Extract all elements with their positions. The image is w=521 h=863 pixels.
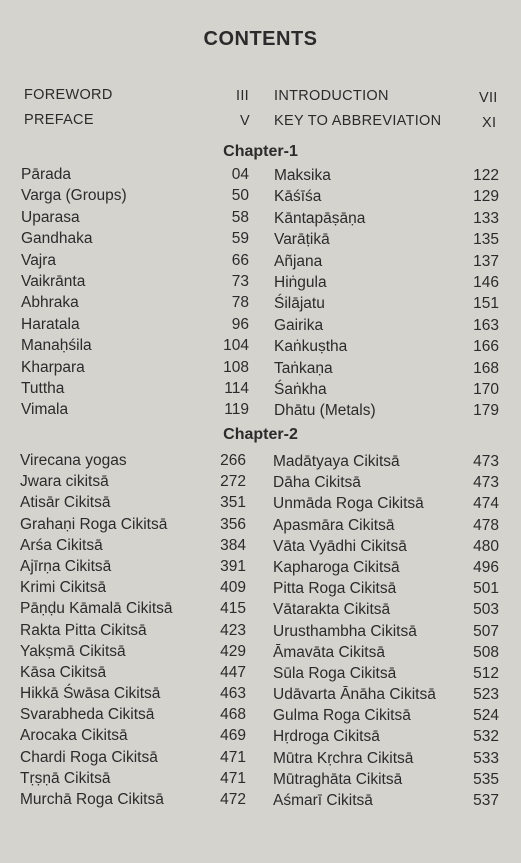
toc-entry	[273, 707, 499, 728]
toc-entry-title: Dhātu (Metals)	[274, 402, 376, 420]
toc-entry	[274, 402, 499, 423]
toc-entry	[20, 749, 246, 770]
toc-entry	[21, 316, 249, 337]
chapter-1-heading: Chapter-1	[223, 143, 298, 160]
toc-entry	[21, 187, 249, 208]
toc-entry-page: 104	[223, 337, 249, 355]
toc-entry	[273, 538, 499, 559]
toc-entry-title: Āmavāta Cikitsā	[273, 643, 385, 661]
toc-entry-title: Urusthambha Cikitsā	[273, 622, 417, 640]
toc-entry-title: Kāśīśa	[274, 188, 322, 206]
toc-entry-title: Vajra	[21, 251, 57, 269]
toc-entry	[20, 770, 246, 791]
toc-entry	[273, 665, 499, 686]
toc-entry-title: Kāsa Cikitsā	[20, 663, 107, 681]
toc-entry	[20, 622, 246, 643]
toc-entry	[274, 317, 499, 338]
toc-entry-page: 114	[224, 379, 249, 397]
toc-entry-page: 163	[473, 316, 499, 334]
toc-entry	[21, 166, 249, 187]
toc-entry-title: Dāha Cikitsā	[273, 474, 361, 492]
toc-entry-title: Atisār Cikitsā	[20, 494, 111, 512]
toc-entry-title: Vāta Vyādhi Cikitsā	[273, 537, 407, 555]
toc-entry	[273, 601, 499, 622]
toc-entry-page: 463	[220, 685, 246, 703]
toc-entry	[274, 360, 499, 381]
toc-entry-title: Uparasa	[21, 208, 80, 226]
toc-entry-title: Taṅkaṇa	[274, 359, 333, 377]
toc-entry-page: 108	[223, 358, 249, 376]
toc-entry	[273, 580, 499, 601]
toc-entry-page: 66	[231, 251, 249, 269]
toc-entry	[274, 167, 499, 188]
toc-entry-title: Abhraka	[21, 294, 79, 312]
toc-entry-page: 351	[220, 494, 246, 512]
toc-entry	[274, 231, 499, 252]
toc-entry	[20, 643, 246, 664]
toc-entry	[20, 558, 246, 579]
toc-entry-title: Haratala	[21, 315, 80, 333]
toc-entry	[273, 453, 499, 474]
toc-entry	[20, 473, 246, 494]
toc-entry-page: 501	[473, 580, 499, 598]
toc-entry	[20, 727, 246, 748]
toc-entry	[20, 685, 246, 706]
toc-entry-title: Vātarakta Cikitsā	[273, 601, 391, 619]
toc-entry-title: Sūla Roga Cikitsā	[273, 664, 397, 682]
toc-entry-title: Yakṣmā Cikitsā	[20, 642, 126, 660]
toc-entry-page: 129	[473, 188, 499, 206]
toc-entry	[21, 359, 249, 380]
toc-entry-title: Manaḥśila	[21, 337, 92, 355]
toc-entry-title: Arocaka Cikitsā	[20, 727, 128, 745]
toc-entry-title: Grahaṇi Roga Cikitsā	[20, 515, 168, 533]
toc-entry-title: Rakta Pitta Cikitsā	[20, 621, 147, 639]
toc-entry-title: Maksika	[274, 167, 331, 184]
toc-entry-page: 73	[231, 272, 249, 290]
toc-entry-page: 471	[220, 748, 246, 766]
toc-entry-page: 429	[220, 642, 246, 660]
toc-entry	[274, 188, 499, 209]
toc-entry-title: Gairika	[274, 316, 324, 334]
toc-entry-page: 512	[473, 664, 499, 682]
toc-entry-page: 391	[220, 557, 246, 575]
toc-entry-title: Kharpara	[21, 358, 85, 376]
toc-entry	[20, 579, 246, 600]
toc-entry-page: 523	[473, 686, 499, 704]
toc-entry-page: 473	[473, 474, 499, 492]
toc-entry-title: Añjana	[274, 252, 323, 270]
toc-entry-page: 272	[220, 473, 246, 491]
toc-entry-page: 503	[473, 601, 499, 619]
toc-entry-title: Varāṭikā	[274, 231, 330, 249]
toc-entry-title: Hṛdroga Cikitsā	[273, 728, 380, 746]
toc-entry-page: 478	[473, 516, 499, 534]
toc-entry-page: 480	[473, 537, 499, 555]
chapter-2-heading: Chapter-2	[223, 426, 298, 443]
toc-entry	[273, 623, 499, 644]
front-item-preface-page: V	[240, 113, 250, 129]
toc-entry-page: 423	[220, 621, 246, 639]
toc-entry-page: 524	[473, 707, 499, 725]
toc-entry-title: Madātyaya Cikitsā	[273, 453, 400, 470]
toc-entry-page: 508	[473, 643, 499, 661]
toc-entry-page: 535	[473, 770, 499, 788]
toc-entry	[21, 294, 249, 315]
toc-entry-title: Mūtraghāta Cikitsā	[273, 770, 403, 788]
toc-entry-page: 415	[220, 600, 246, 618]
toc-entry-page: 533	[473, 749, 499, 767]
page-title: CONTENTS	[203, 28, 318, 50]
toc-entry-title: Tuttha	[21, 379, 65, 397]
toc-entry	[273, 792, 499, 813]
toc-entry-title: Śilājatu	[274, 295, 325, 313]
toc-entry-page: 384	[220, 536, 246, 554]
toc-entry	[20, 600, 246, 621]
toc-entry-page: 168	[473, 359, 499, 377]
toc-entry	[20, 791, 246, 812]
toc-entry	[273, 686, 499, 707]
toc-entry	[273, 644, 499, 665]
toc-entry-page: 473	[473, 453, 499, 470]
toc-entry-page: 96	[231, 315, 249, 333]
toc-entry-page: 58	[231, 208, 249, 226]
toc-entry	[273, 728, 499, 749]
toc-entry-page: 146	[473, 273, 499, 291]
toc-entry-page: 59	[231, 230, 249, 248]
toc-entry	[274, 253, 499, 274]
toc-entry-title: Hiṅgula	[274, 273, 327, 291]
toc-entry-title: Unmāda Roga Cikitsā	[273, 495, 424, 513]
toc-entry	[274, 295, 499, 316]
toc-entry	[20, 706, 246, 727]
toc-entry-title: Mūtra Kṛchra Cikitsā	[273, 749, 414, 767]
front-item-key-label: KEY TO ABBREVIATION	[274, 113, 442, 129]
toc-entry-title: Varga (Groups)	[21, 187, 127, 205]
toc-entry-page: 468	[220, 706, 246, 724]
chapter-2-left-column	[20, 452, 246, 812]
toc-entry-title: Pāṇḍu Kāmalā Cikitsā	[20, 600, 173, 618]
toc-entry	[21, 380, 249, 401]
toc-entry-page: 50	[231, 187, 249, 205]
toc-entry	[20, 494, 246, 515]
toc-entry	[273, 750, 499, 771]
toc-entry-page: 133	[473, 209, 499, 227]
toc-entry-title: Svarabheda Cikitsā	[20, 706, 155, 724]
toc-entry-title: Murchā Roga Cikitsā	[20, 791, 164, 808]
chapter-2-right-column	[273, 453, 499, 813]
toc-entry-page: 122	[473, 167, 499, 184]
toc-entry-page: 356	[220, 515, 246, 533]
front-item-preface-label: PREFACE	[24, 112, 94, 128]
toc-entry	[21, 252, 249, 273]
toc-entry-title: Kaṅkuṣtha	[274, 338, 348, 356]
toc-entry-page: 179	[473, 402, 499, 420]
chapter-1-left-column	[21, 166, 249, 423]
toc-entry-page: 447	[220, 663, 246, 681]
toc-entry-title: Tṛṣṇā Cikitsā	[20, 769, 111, 787]
toc-entry-page: 151	[473, 295, 499, 313]
toc-entry	[20, 537, 246, 558]
toc-entry-title: Pārada	[21, 166, 71, 183]
toc-entry-title: Śaṅkha	[274, 380, 327, 398]
toc-entry-title: Ajīrṇa Cikitsā	[20, 557, 112, 575]
toc-entry	[21, 273, 249, 294]
toc-entry-title: Vimala	[21, 401, 69, 419]
toc-entry	[273, 559, 499, 580]
toc-entry-page: 507	[473, 622, 499, 640]
toc-entry	[21, 337, 249, 358]
toc-entry-page: 537	[473, 792, 499, 809]
toc-entry-page: 496	[473, 558, 499, 576]
toc-entry	[21, 230, 249, 251]
toc-entry	[273, 771, 499, 792]
toc-entry-page: 474	[473, 495, 499, 513]
toc-entry	[273, 495, 499, 516]
toc-entry-title: Gulma Roga Cikitsā	[273, 707, 411, 725]
toc-entry-title: Arśa Cikitsā	[20, 536, 103, 554]
toc-entry	[274, 210, 499, 231]
toc-entry-title: Jwara cikitsā	[20, 473, 109, 491]
toc-entry-page: 170	[473, 380, 499, 398]
front-item-key-page: XI	[482, 115, 497, 131]
toc-entry-page: 532	[473, 728, 499, 746]
toc-entry-page: 472	[220, 791, 246, 808]
front-item-introduction-label: INTRODUCTION	[274, 88, 389, 104]
toc-entry-title: Krimi Cikitsā	[20, 579, 107, 597]
toc-entry	[274, 381, 499, 402]
toc-entry	[274, 274, 499, 295]
toc-entry-page: 166	[473, 338, 499, 356]
toc-entry-title: Hikkā Śwāsa Cikitsā	[20, 685, 161, 703]
toc-entry-page: 266	[220, 452, 246, 469]
toc-entry-title: Chardi Roga Cikitsā	[20, 748, 158, 766]
toc-entry-title: Pitta Roga Cikitsā	[273, 580, 397, 598]
front-item-foreword-page: III	[236, 88, 249, 104]
toc-entry	[20, 452, 246, 473]
toc-entry	[20, 516, 246, 537]
toc-entry-title: Kāntapāṣāṇa	[274, 209, 366, 227]
toc-entry-page: 04	[231, 166, 249, 183]
toc-entry-title: Virecana yogas	[20, 452, 127, 469]
front-item-foreword-label: FOREWORD	[24, 87, 113, 103]
toc-entry-page: 409	[220, 579, 246, 597]
toc-entry-title: Kapharoga Cikitsā	[273, 558, 400, 576]
toc-entry-page: 471	[220, 769, 246, 787]
toc-entry	[273, 474, 499, 495]
toc-entry-page: 78	[231, 294, 249, 312]
toc-entry-title: Udāvarta Ānāha Cikitsā	[273, 686, 436, 704]
toc-entry	[273, 517, 499, 538]
front-item-introduction-page: VII	[479, 90, 498, 106]
toc-entry	[20, 664, 246, 685]
toc-entry	[21, 401, 249, 422]
toc-entry	[21, 209, 249, 230]
toc-entry-title: Gandhaka	[21, 230, 93, 248]
toc-entry-page: 137	[473, 252, 499, 270]
toc-entry-title: Vaikrānta	[21, 272, 86, 290]
chapter-1-right-column	[274, 167, 499, 424]
toc-entry	[274, 338, 499, 359]
toc-entry-page: 135	[473, 231, 499, 249]
toc-entry-title: Apasmāra Cikitsā	[273, 516, 395, 534]
toc-entry-page: 119	[224, 401, 249, 419]
toc-entry-title: Aśmarī Cikitsā	[273, 792, 373, 809]
toc-entry-page: 469	[220, 727, 246, 745]
